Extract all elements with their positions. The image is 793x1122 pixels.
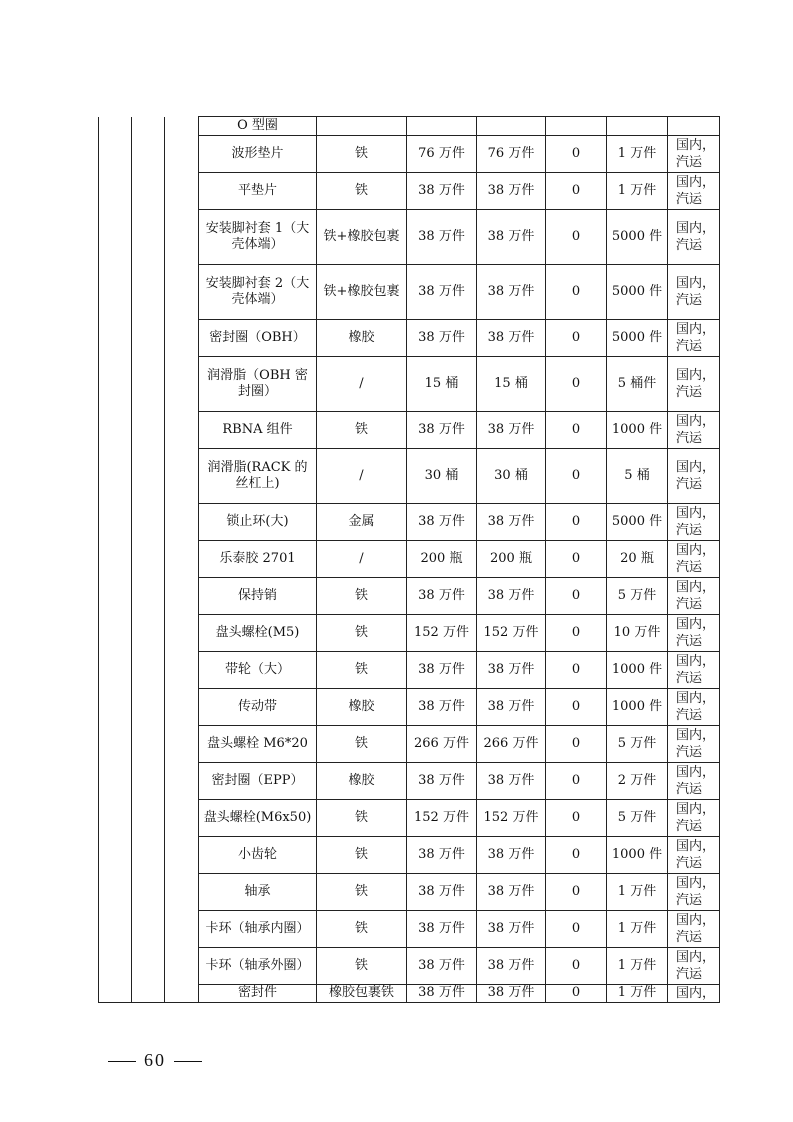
cell-design: 38 万件 xyxy=(407,412,477,449)
table-row xyxy=(99,117,720,136)
cell-stock-before: 0 xyxy=(546,173,607,210)
cell-stock-before xyxy=(546,117,607,136)
cell-material: 铁 xyxy=(317,173,407,210)
cell-max-storage: 1000 件 xyxy=(607,412,668,449)
cell-stock-before: 0 xyxy=(546,874,607,911)
cell-stock-before: 0 xyxy=(546,763,607,800)
cell-actual: 38 万件 xyxy=(477,210,546,265)
cell-stock-before: 0 xyxy=(546,837,607,874)
cell-design: 38 万件 xyxy=(407,504,477,541)
cell-material: 铁 xyxy=(317,837,407,874)
cell-design: 266 万件 xyxy=(407,726,477,763)
cell-name: 锁止环(大) xyxy=(199,504,317,541)
left-col-3 xyxy=(165,117,199,1003)
cell-actual: 15 桶 xyxy=(477,357,546,412)
cell-material: 铁 xyxy=(317,412,407,449)
cell-actual: 38 万件 xyxy=(477,763,546,800)
cell-stock-before: 0 xyxy=(546,320,607,357)
cell-design: 38 万件 xyxy=(407,689,477,726)
cell-transport: 国内，汽运 xyxy=(668,689,720,726)
cell-max-storage: 1 万件 xyxy=(607,173,668,210)
cell-stock-before: 0 xyxy=(546,689,607,726)
cell-max-storage: 5000 件 xyxy=(607,210,668,265)
cell-design: 38 万件 xyxy=(407,652,477,689)
cell-transport: 国内，汽运 xyxy=(668,800,720,837)
cell-stock-before: 0 xyxy=(546,541,607,578)
cell-max-storage: 5000 件 xyxy=(607,320,668,357)
cell-stock-before: 0 xyxy=(546,357,607,412)
cell-stock-before: 0 xyxy=(546,449,607,504)
materials-table-container xyxy=(98,116,716,1003)
cell-material: / xyxy=(317,541,407,578)
cell-material: 铁+橡胶包裹 xyxy=(317,265,407,320)
cell-transport: 国内，汽运 xyxy=(668,449,720,504)
cell-actual: 38 万件 xyxy=(477,320,546,357)
cell-max-storage: 5 桶 xyxy=(607,449,668,504)
cell-material: 橡胶包裹铁 xyxy=(317,985,407,1003)
cell-stock-before: 0 xyxy=(546,726,607,763)
cell-actual: 38 万件 xyxy=(477,837,546,874)
cell-actual: 152 万件 xyxy=(477,800,546,837)
cell-name: 密封件 xyxy=(199,985,317,1003)
cell-name: 润滑脂（OBH 密封圈） xyxy=(199,357,317,412)
cell-actual: 38 万件 xyxy=(477,985,546,1003)
cell-max-storage: 1 万件 xyxy=(607,136,668,173)
cell-max-storage: 1 万件 xyxy=(607,874,668,911)
cell-max-storage: 5 桶件 xyxy=(607,357,668,412)
cell-actual: 38 万件 xyxy=(477,265,546,320)
cell-stock-before: 0 xyxy=(546,985,607,1003)
cell-material: 铁+橡胶包裹 xyxy=(317,210,407,265)
cell-design: 38 万件 xyxy=(407,948,477,985)
cell-transport: 国内，汽运 xyxy=(668,320,720,357)
cell-actual: 38 万件 xyxy=(477,412,546,449)
materials-table xyxy=(98,116,720,1003)
cell-design: 38 万件 xyxy=(407,320,477,357)
cell-stock-before: 0 xyxy=(546,504,607,541)
cell-design: 38 万件 xyxy=(407,911,477,948)
cell-transport: 国内，汽运 xyxy=(668,357,720,412)
cell-name: 保持销 xyxy=(199,578,317,615)
cell-stock-before: 0 xyxy=(546,652,607,689)
cell-stock-before: 0 xyxy=(546,136,607,173)
cell-transport: 国内，汽运 xyxy=(668,265,720,320)
cell-actual: 38 万件 xyxy=(477,874,546,911)
cell-material: 橡胶 xyxy=(317,763,407,800)
cell-design: 38 万件 xyxy=(407,265,477,320)
cell-design: 38 万件 xyxy=(407,173,477,210)
cell-max-storage: 10 万件 xyxy=(607,615,668,652)
cell-material: 铁 xyxy=(317,911,407,948)
cell-material: 铁 xyxy=(317,800,407,837)
cell-material: 橡胶 xyxy=(317,320,407,357)
cell-name: 密封圈（OBH） xyxy=(199,320,317,357)
cell-name: 卡环（轴承内圈） xyxy=(199,911,317,948)
cell-transport: 国内，汽运 xyxy=(668,210,720,265)
cell-design: 30 桶 xyxy=(407,449,477,504)
cell-max-storage: 5000 件 xyxy=(607,265,668,320)
cell-transport: 国内， xyxy=(668,985,720,1003)
cell-material: 铁 xyxy=(317,136,407,173)
cell-design: 200 瓶 xyxy=(407,541,477,578)
cell-actual: 38 万件 xyxy=(477,504,546,541)
cell-name: 乐泰胶 2701 xyxy=(199,541,317,578)
table-body xyxy=(99,117,720,1003)
cell-max-storage: 1 万件 xyxy=(607,911,668,948)
cell-actual: 38 万件 xyxy=(477,173,546,210)
cell-design: 38 万件 xyxy=(407,210,477,265)
cell-material xyxy=(317,117,407,136)
cell-design: 38 万件 xyxy=(407,578,477,615)
page-footer xyxy=(100,1050,210,1071)
cell-transport: 国内，汽运 xyxy=(668,652,720,689)
cell-actual: 200 瓶 xyxy=(477,541,546,578)
cell-material: 铁 xyxy=(317,615,407,652)
cell-design: 38 万件 xyxy=(407,763,477,800)
cell-max-storage: 5 万件 xyxy=(607,578,668,615)
cell-actual: 152 万件 xyxy=(477,615,546,652)
cell-actual: 38 万件 xyxy=(477,689,546,726)
cell-design: 38 万件 xyxy=(407,874,477,911)
cell-material: 铁 xyxy=(317,948,407,985)
left-col-1 xyxy=(99,117,132,1003)
cell-name: 盘头螺栓(M6x50) xyxy=(199,800,317,837)
cell-design: 38 万件 xyxy=(407,985,477,1003)
cell-material: 橡胶 xyxy=(317,689,407,726)
cell-name: 卡环（轴承外圈） xyxy=(199,948,317,985)
cell-name: 波形垫片 xyxy=(199,136,317,173)
cell-name: RBNA 组件 xyxy=(199,412,317,449)
cell-transport: 国内，汽运 xyxy=(668,615,720,652)
cell-stock-before: 0 xyxy=(546,948,607,985)
cell-stock-before: 0 xyxy=(546,800,607,837)
cell-transport xyxy=(668,117,720,136)
cell-name: 轴承 xyxy=(199,874,317,911)
cell-name: 盘头螺栓(M5) xyxy=(199,615,317,652)
cell-material: 铁 xyxy=(317,874,407,911)
cell-name: 润滑脂(RACK 的丝杠上) xyxy=(199,449,317,504)
cell-max-storage: 1000 件 xyxy=(607,652,668,689)
cell-actual: 38 万件 xyxy=(477,578,546,615)
cell-transport: 国内，汽运 xyxy=(668,911,720,948)
cell-max-storage xyxy=(607,117,668,136)
footer-dash-right xyxy=(174,1061,202,1062)
cell-name: 安装脚衬套 2（大壳体端） xyxy=(199,265,317,320)
footer-dash-left xyxy=(108,1061,136,1062)
cell-transport: 国内，汽运 xyxy=(668,412,720,449)
cell-name: O 型圈 xyxy=(199,117,317,136)
cell-max-storage: 1000 件 xyxy=(607,837,668,874)
cell-material: 铁 xyxy=(317,652,407,689)
cell-actual: 266 万件 xyxy=(477,726,546,763)
cell-max-storage: 20 瓶 xyxy=(607,541,668,578)
cell-name: 盘头螺栓 M6*20 xyxy=(199,726,317,763)
cell-material: / xyxy=(317,449,407,504)
cell-stock-before: 0 xyxy=(546,911,607,948)
cell-stock-before: 0 xyxy=(546,615,607,652)
cell-transport: 国内，汽运 xyxy=(668,837,720,874)
cell-name: 传动带 xyxy=(199,689,317,726)
cell-transport: 国内，汽运 xyxy=(668,948,720,985)
cell-max-storage: 5 万件 xyxy=(607,800,668,837)
cell-transport: 国内，汽运 xyxy=(668,578,720,615)
cell-transport: 国内，汽运 xyxy=(668,763,720,800)
cell-actual: 38 万件 xyxy=(477,652,546,689)
cell-stock-before: 0 xyxy=(546,412,607,449)
page-number: 60 xyxy=(144,1050,166,1070)
cell-stock-before: 0 xyxy=(546,210,607,265)
cell-max-storage: 1 万件 xyxy=(607,985,668,1003)
cell-name: 平垫片 xyxy=(199,173,317,210)
cell-transport: 国内，汽运 xyxy=(668,726,720,763)
cell-design xyxy=(407,117,477,136)
cell-actual: 76 万件 xyxy=(477,136,546,173)
cell-max-storage: 1 万件 xyxy=(607,948,668,985)
cell-design: 15 桶 xyxy=(407,357,477,412)
cell-actual: 38 万件 xyxy=(477,911,546,948)
cell-transport: 国内，汽运 xyxy=(668,136,720,173)
cell-design: 76 万件 xyxy=(407,136,477,173)
cell-actual: 38 万件 xyxy=(477,948,546,985)
cell-name: 安装脚衬套 1（大壳体端） xyxy=(199,210,317,265)
cell-material: 金属 xyxy=(317,504,407,541)
cell-material: 铁 xyxy=(317,578,407,615)
cell-transport: 国内，汽运 xyxy=(668,541,720,578)
cell-name: 密封圈（EPP） xyxy=(199,763,317,800)
cell-name: 带轮（大） xyxy=(199,652,317,689)
cell-stock-before: 0 xyxy=(546,578,607,615)
cell-max-storage: 5 万件 xyxy=(607,726,668,763)
cell-max-storage: 1000 件 xyxy=(607,689,668,726)
cell-actual xyxy=(477,117,546,136)
cell-transport: 国内，汽运 xyxy=(668,874,720,911)
cell-design: 38 万件 xyxy=(407,837,477,874)
cell-max-storage: 2 万件 xyxy=(607,763,668,800)
cell-transport: 国内，汽运 xyxy=(668,173,720,210)
cell-transport: 国内，汽运 xyxy=(668,504,720,541)
cell-material: 铁 xyxy=(317,726,407,763)
cell-stock-before: 0 xyxy=(546,265,607,320)
cell-max-storage: 5000 件 xyxy=(607,504,668,541)
cell-design: 152 万件 xyxy=(407,615,477,652)
cell-design: 152 万件 xyxy=(407,800,477,837)
cell-actual: 30 桶 xyxy=(477,449,546,504)
left-col-2 xyxy=(132,117,165,1003)
cell-material: / xyxy=(317,357,407,412)
cell-name: 小齿轮 xyxy=(199,837,317,874)
